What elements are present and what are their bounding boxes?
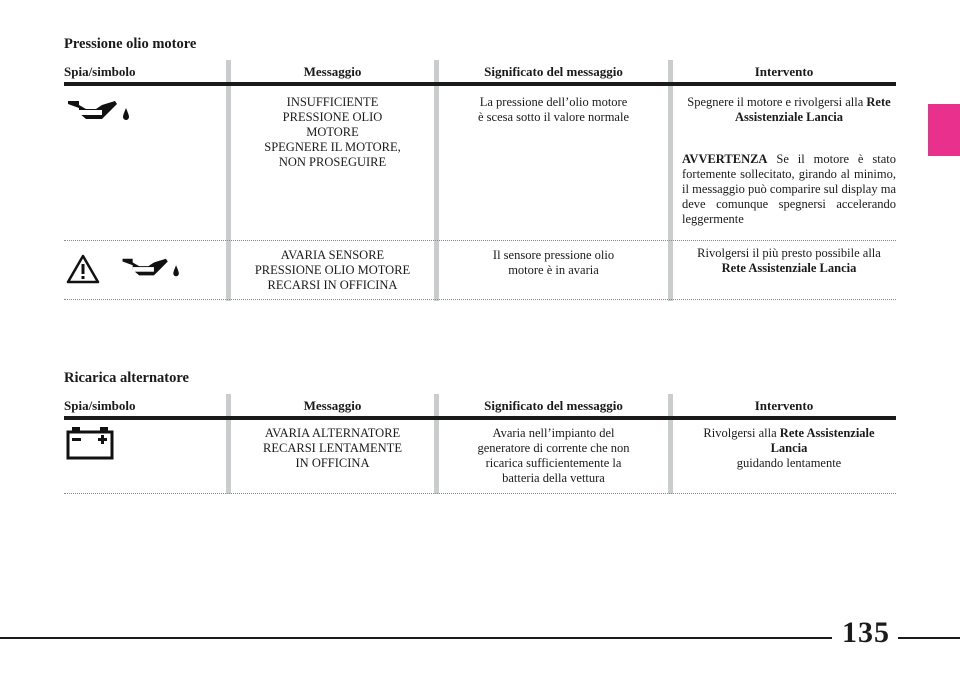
row1-message: INSUFFICIENTE PRESSIONE OLIO MOTORE SPEGNERE IL MOTORE, NON PROSEGUIRE bbox=[264, 95, 401, 169]
row-separator bbox=[64, 240, 896, 241]
header-meaning: Significato del messaggio bbox=[484, 64, 623, 79]
header-rule bbox=[64, 416, 896, 420]
column-divider bbox=[668, 60, 673, 301]
section-title-oil-pressure: Pressione olio motore bbox=[64, 36, 197, 52]
row-separator bbox=[64, 299, 896, 300]
row2-meaning: Il sensore pressione olio motore è in avaria bbox=[492, 248, 615, 277]
row2-action: Rivolgersi il più presto possibile alla Rete Assistenziale Lancia bbox=[697, 246, 881, 275]
header-action: Intervento bbox=[754, 398, 814, 413]
header-message: Messaggio bbox=[303, 64, 362, 79]
header-meaning: Significato del messaggio bbox=[484, 398, 623, 413]
row3-message: AVARIA ALTERNATORE RECARSI LENTAMENTE IN OFFICINA bbox=[263, 426, 402, 470]
header-symbol: Spia/simbolo bbox=[64, 398, 136, 413]
header-symbol: Spia/simbolo bbox=[64, 64, 136, 79]
row1-action: Spegnere il motore e rivolgersi alla Rete Assistenziale Lancia bbox=[687, 95, 891, 124]
section-tab-marker bbox=[928, 104, 960, 156]
page-number: 135 bbox=[842, 616, 890, 649]
oil-can-icon bbox=[66, 98, 136, 129]
row1-meaning: La pressione dell’olio motore è scesa sotto il valore normale bbox=[478, 95, 629, 124]
header-message: Messaggio bbox=[303, 398, 362, 413]
row3-meaning: Avaria nell’impianto del generatore di corrente che non ricarica sufficientemente la batteria della vettura bbox=[477, 426, 630, 485]
warning-triangle-icon bbox=[66, 254, 100, 289]
row3-action: Rivolgersi alla Rete Assistenziale Lancia guidando lentamente bbox=[703, 426, 875, 470]
oil-can-icon bbox=[120, 256, 186, 285]
header-rule bbox=[64, 82, 896, 86]
row-separator bbox=[64, 493, 896, 494]
section-title-alternator: Ricarica alternatore bbox=[64, 370, 189, 386]
header-action: Intervento bbox=[754, 64, 814, 79]
footer-rule-left bbox=[0, 637, 832, 639]
battery-icon bbox=[66, 426, 116, 465]
row2-message: AVARIA SENSORE PRESSIONE OLIO MOTORE RECARSI IN OFFICINA bbox=[254, 248, 411, 292]
row1-warning: AVVERTENZA Se il motore è stato fortemente sollecitato, girando al minimo, il messaggio può comparire sul display ma deve comunque spegnersi accelerando leggermente bbox=[682, 152, 896, 226]
footer-rule-right bbox=[898, 637, 960, 639]
